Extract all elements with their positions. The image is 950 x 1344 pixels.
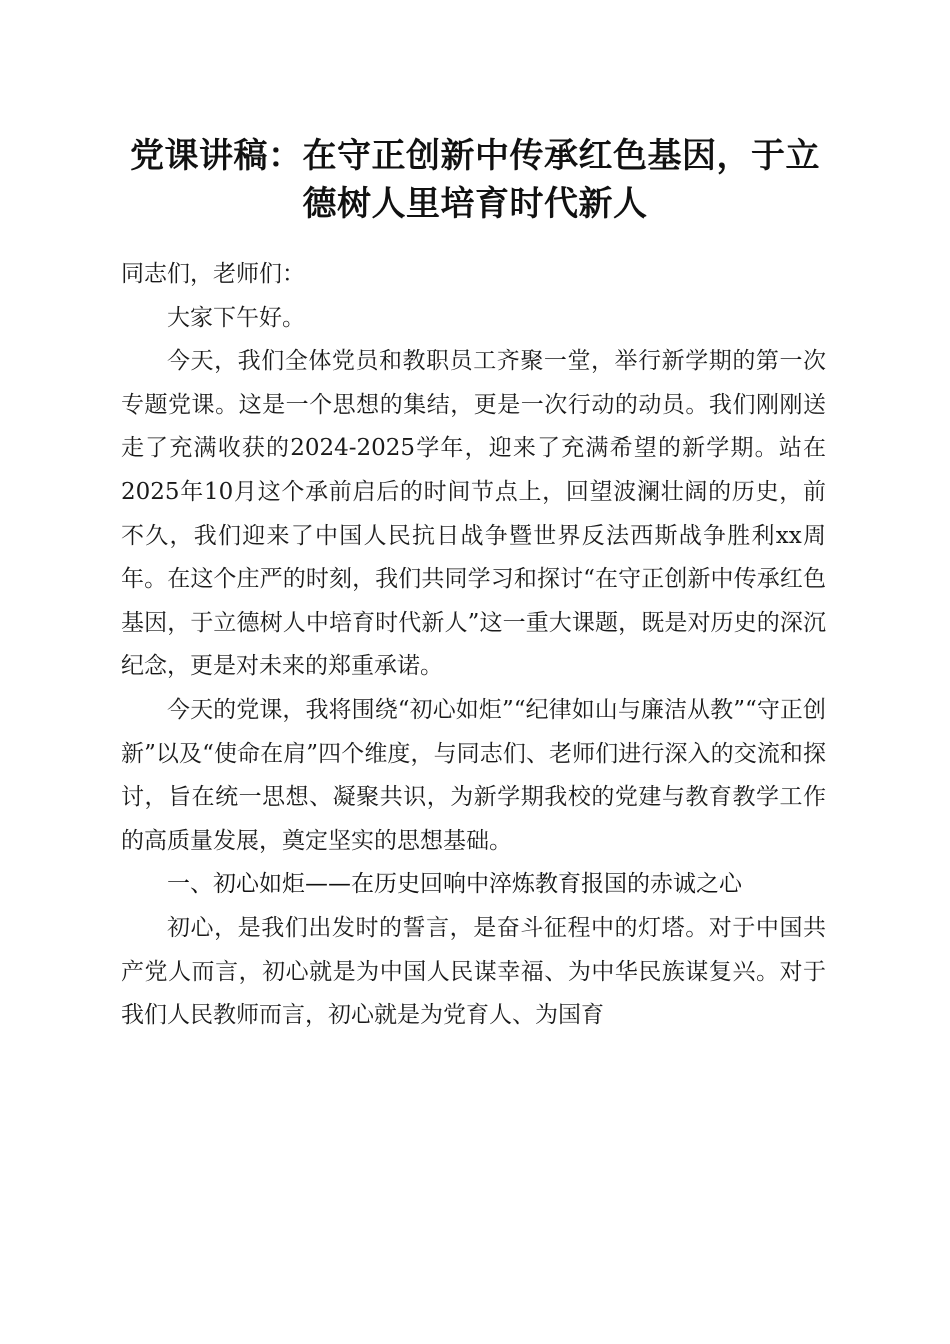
paragraph-intro: 今天，我们全体党员和教职员工齐聚一堂，举行新学期的第一次专题党课。这是一个思想的集结，更是一次行动的动员。我们刚刚送走了充满收获的2024-2025学年，迎来了充满希望的新学期。站在2025年10月这个承前启后的时间节点上，回望波澜壮阔的历史，前不久，我们迎来了中国人民抗日战争暨世界反法西斯战争胜利xx周年。在这个庄严的时刻，我们共同学习和探讨“在守正创新中传承红色基因，于立德树人中培育时代新人”这一重大课题，既是对历史的深沉纪念，更是对未来的郑重承诺。 <box>121 348 826 680</box>
paragraph-outline: 今天的党课，我将围绕“初心如炬”“纪律如山与廉洁从教”“守正创新”以及“使命在肩”四个维度，与同志们、老师们进行深入的交流和探讨，旨在统一思想、凝聚共识，为新学期我校的党建与教育教学工作的高质量发展，奠定坚实的思想基础。 <box>121 696 826 854</box>
section-heading-1: 一、初心如炬——在历史回响中淬炼教育报国的赤诚之心 <box>167 871 742 898</box>
title-line-1: 党课讲稿：在守正创新中传承红色基因，于立 <box>130 136 820 176</box>
salutation: 同志们，老师们： <box>121 261 305 287</box>
title-line-2: 德树人里培育时代新人 <box>302 184 648 224</box>
document-body <box>121 253 826 1038</box>
document-title <box>100 132 850 228</box>
paragraph-section-1: 初心，是我们出发时的誓言，是奋斗征程中的灯塔。对于中国共产党人而言，初心就是为中国人民谋幸福、为中华民族谋复兴。对于我们人民教师而言，初心就是为党育人、为国育 <box>121 914 826 1029</box>
greeting: 大家下午好。 <box>167 304 305 331</box>
